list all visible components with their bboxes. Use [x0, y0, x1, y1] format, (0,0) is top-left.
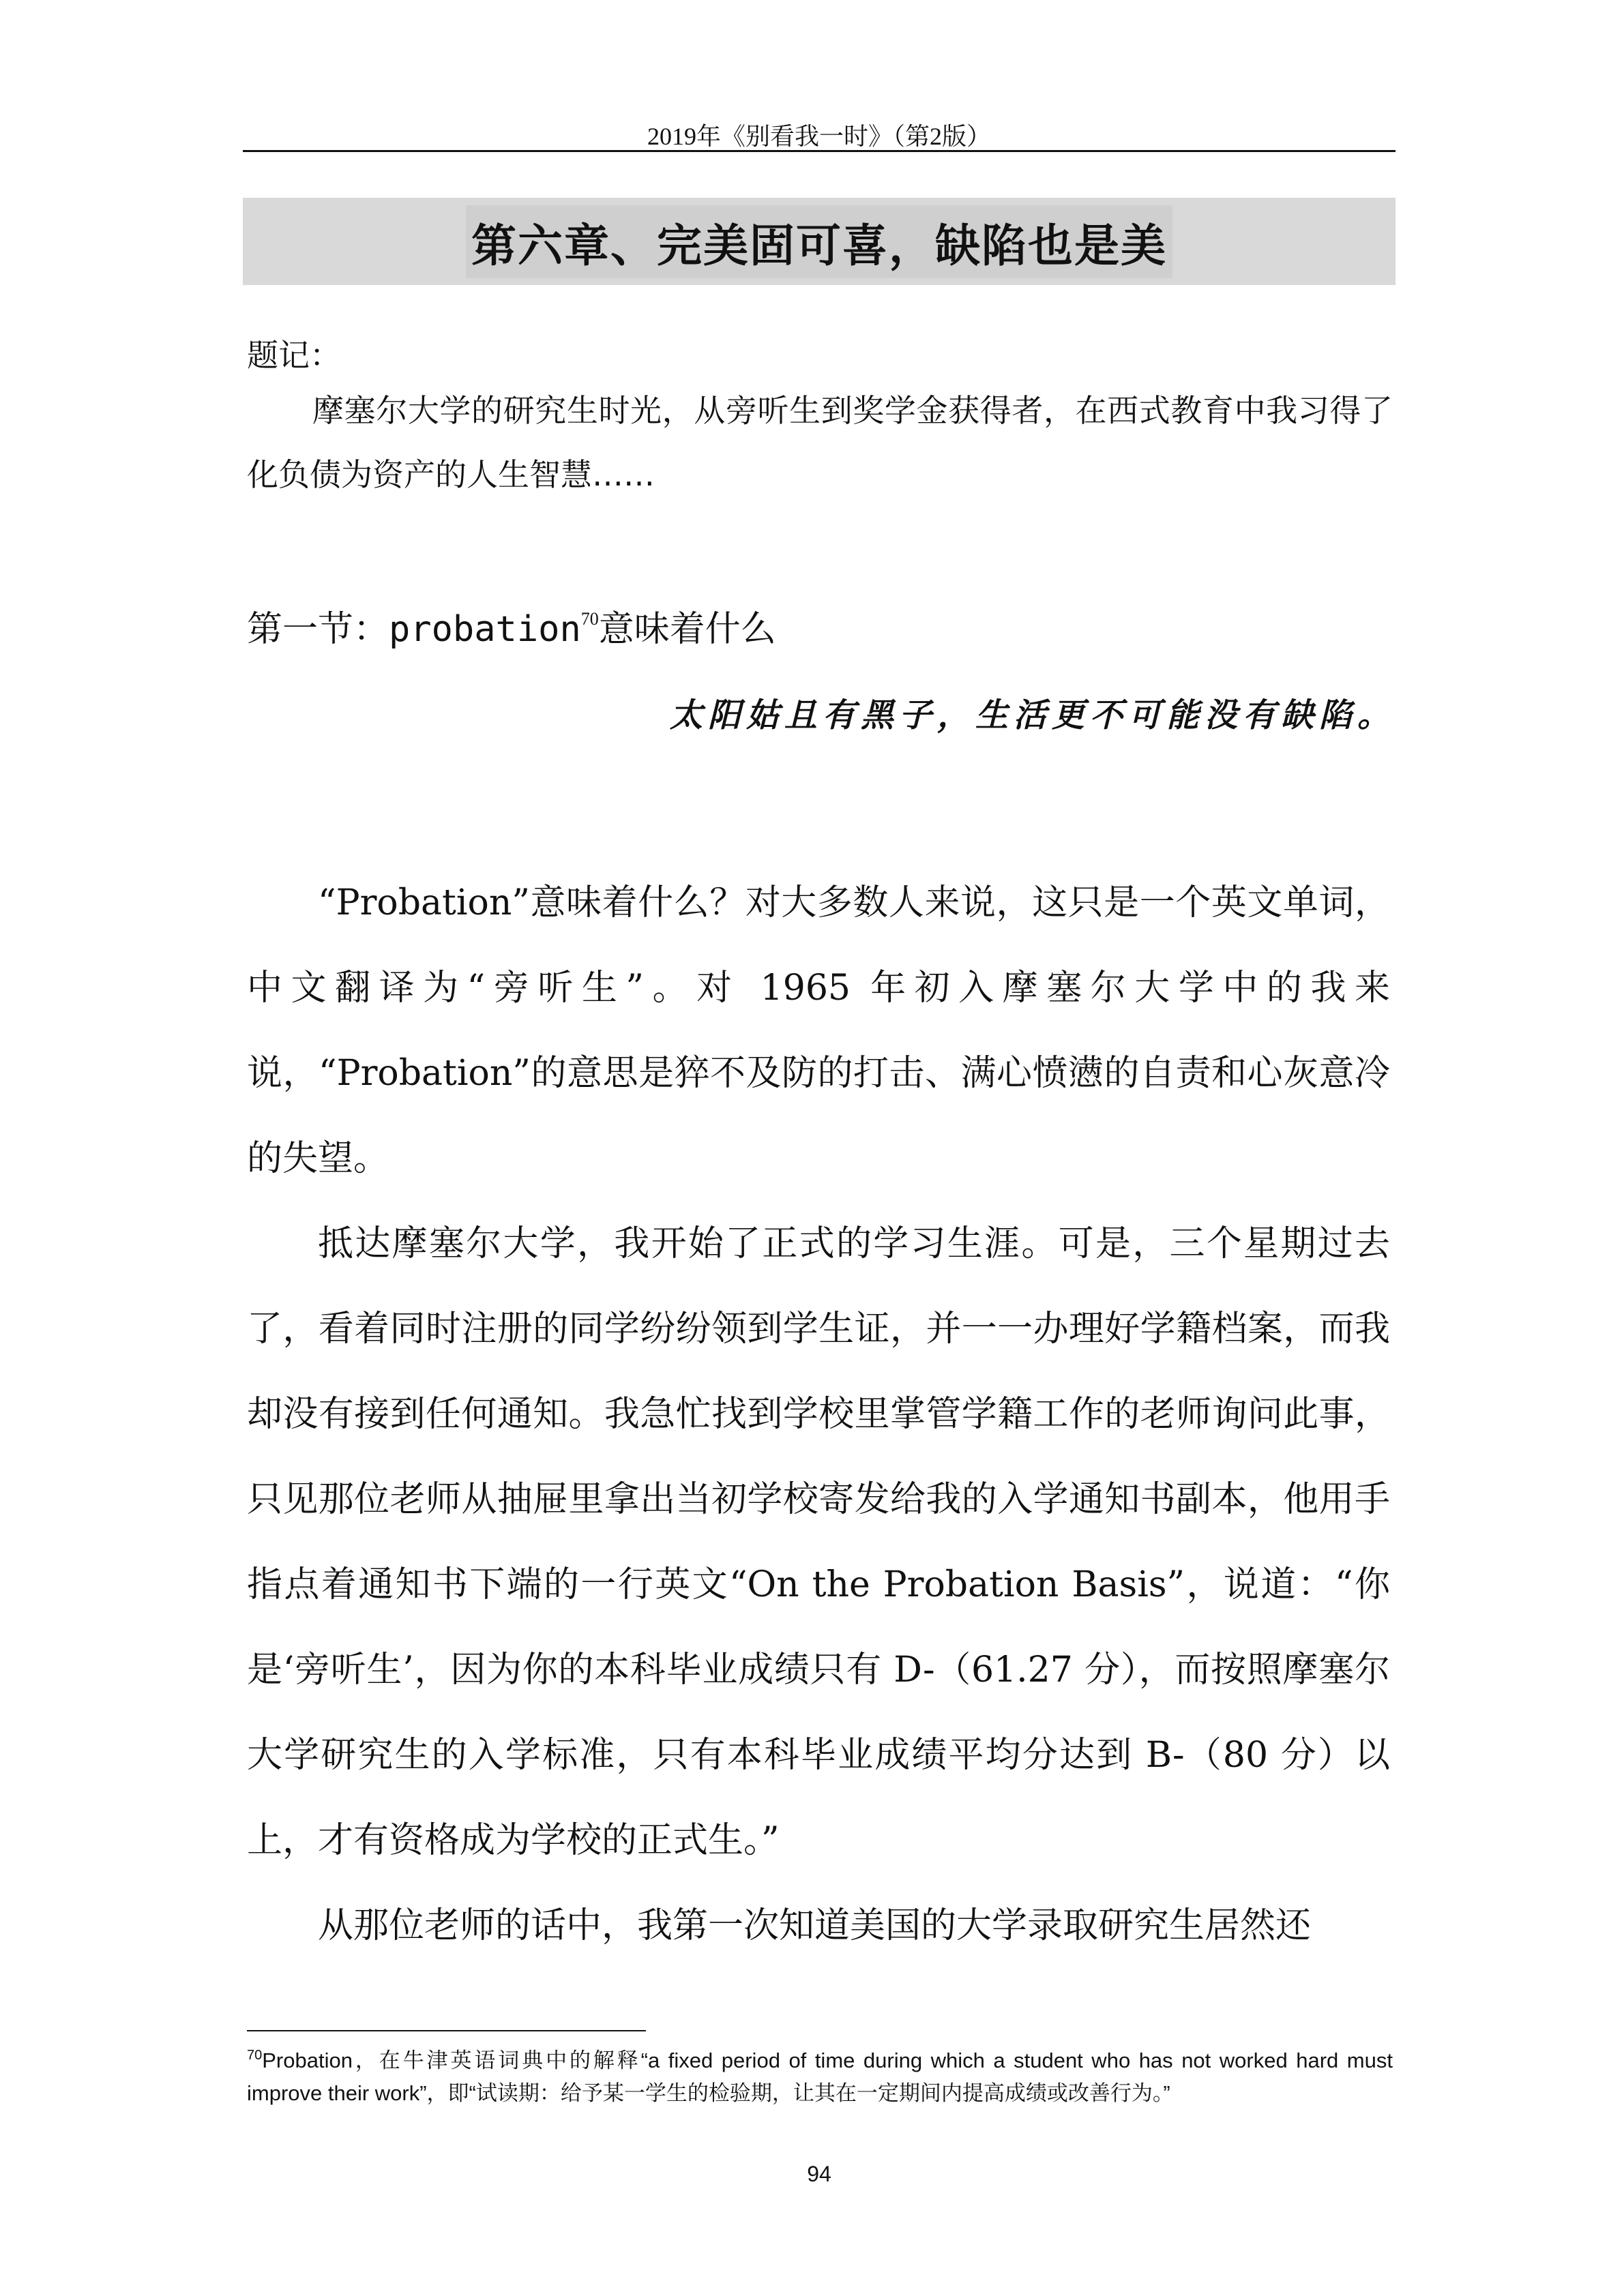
section-keyword: probation [389, 609, 581, 650]
footnote-divider [247, 2030, 646, 2031]
footnote-text: Probation，在牛津英语词典中的解释“a fixed period of time during which a student who has not worked hard must improve their work”，即“试读期：给予某一学生的检验期，让其在一定期间内提高成绩或改善行为。” [247, 2048, 1393, 2105]
motto-quote: 太阳姑且有黑子，生活更不可能没有缺陷。 [669, 696, 1396, 734]
header-divider [243, 150, 1396, 152]
body-text [247, 861, 1390, 1969]
epigraph-text: 摩塞尔大学的研究生时光，从旁听生到奖学金获得者，在西式教育中我习得了化负债为资产的人生智慧…… [247, 392, 1393, 493]
paragraph: “Probation”意味着什么？对大多数人来说，这只是一个英文单词，中文翻译为“旁听生”。对 1965 年初入摩塞尔大学中的我来说，“Probation”的意思是猝不及防的打击、满心愤懑的自责和心灰意冷的失望。 [247, 882, 1390, 1179]
paragraph: 抵达摩塞尔大学，我开始了正式的学习生涯。可是，三个星期过去了，看着同时注册的同学纷纷领到学生证，并一一办理好学籍档案，而我却没有接到任何通知。我急忙找到学校里掌管学籍工作的老师询问此事，只见那位老师从抽屉里拿出当初学校寄发给我的入学通知书副本，他用手指点着通知书下端的一行英文“On the Probation Basis”，说道：“你是‘旁听生’，因为你的本科毕业成绩只有 D-（61.27 分），而按照摩塞尔大学研究生的入学标准，只有本科毕业成绩平均分达到 B-（80 分）以上，才有资格成为学校的正式生。” [247, 1223, 1390, 1861]
section-prefix: 第一节： [247, 609, 389, 650]
footnote-number: 70 [247, 2048, 263, 2063]
footnote-reference[interactable]: 70 [580, 609, 599, 629]
section-title [247, 600, 776, 651]
paragraph: 从那位老师的话中，我第一次知道美国的大学录取研究生居然还 [318, 1905, 1312, 1946]
footnote [247, 2039, 1393, 2110]
chapter-title: 第六章、完美固可喜，缺陷也是美 [466, 205, 1172, 278]
page-number: 94 [807, 2162, 831, 2186]
section-suffix: 意味着什么 [598, 609, 776, 650]
running-header: 2019年《别看我一时》（第2版） [647, 123, 991, 150]
epigraph-label: 题记： [247, 337, 341, 374]
chapter-banner [243, 198, 1396, 285]
